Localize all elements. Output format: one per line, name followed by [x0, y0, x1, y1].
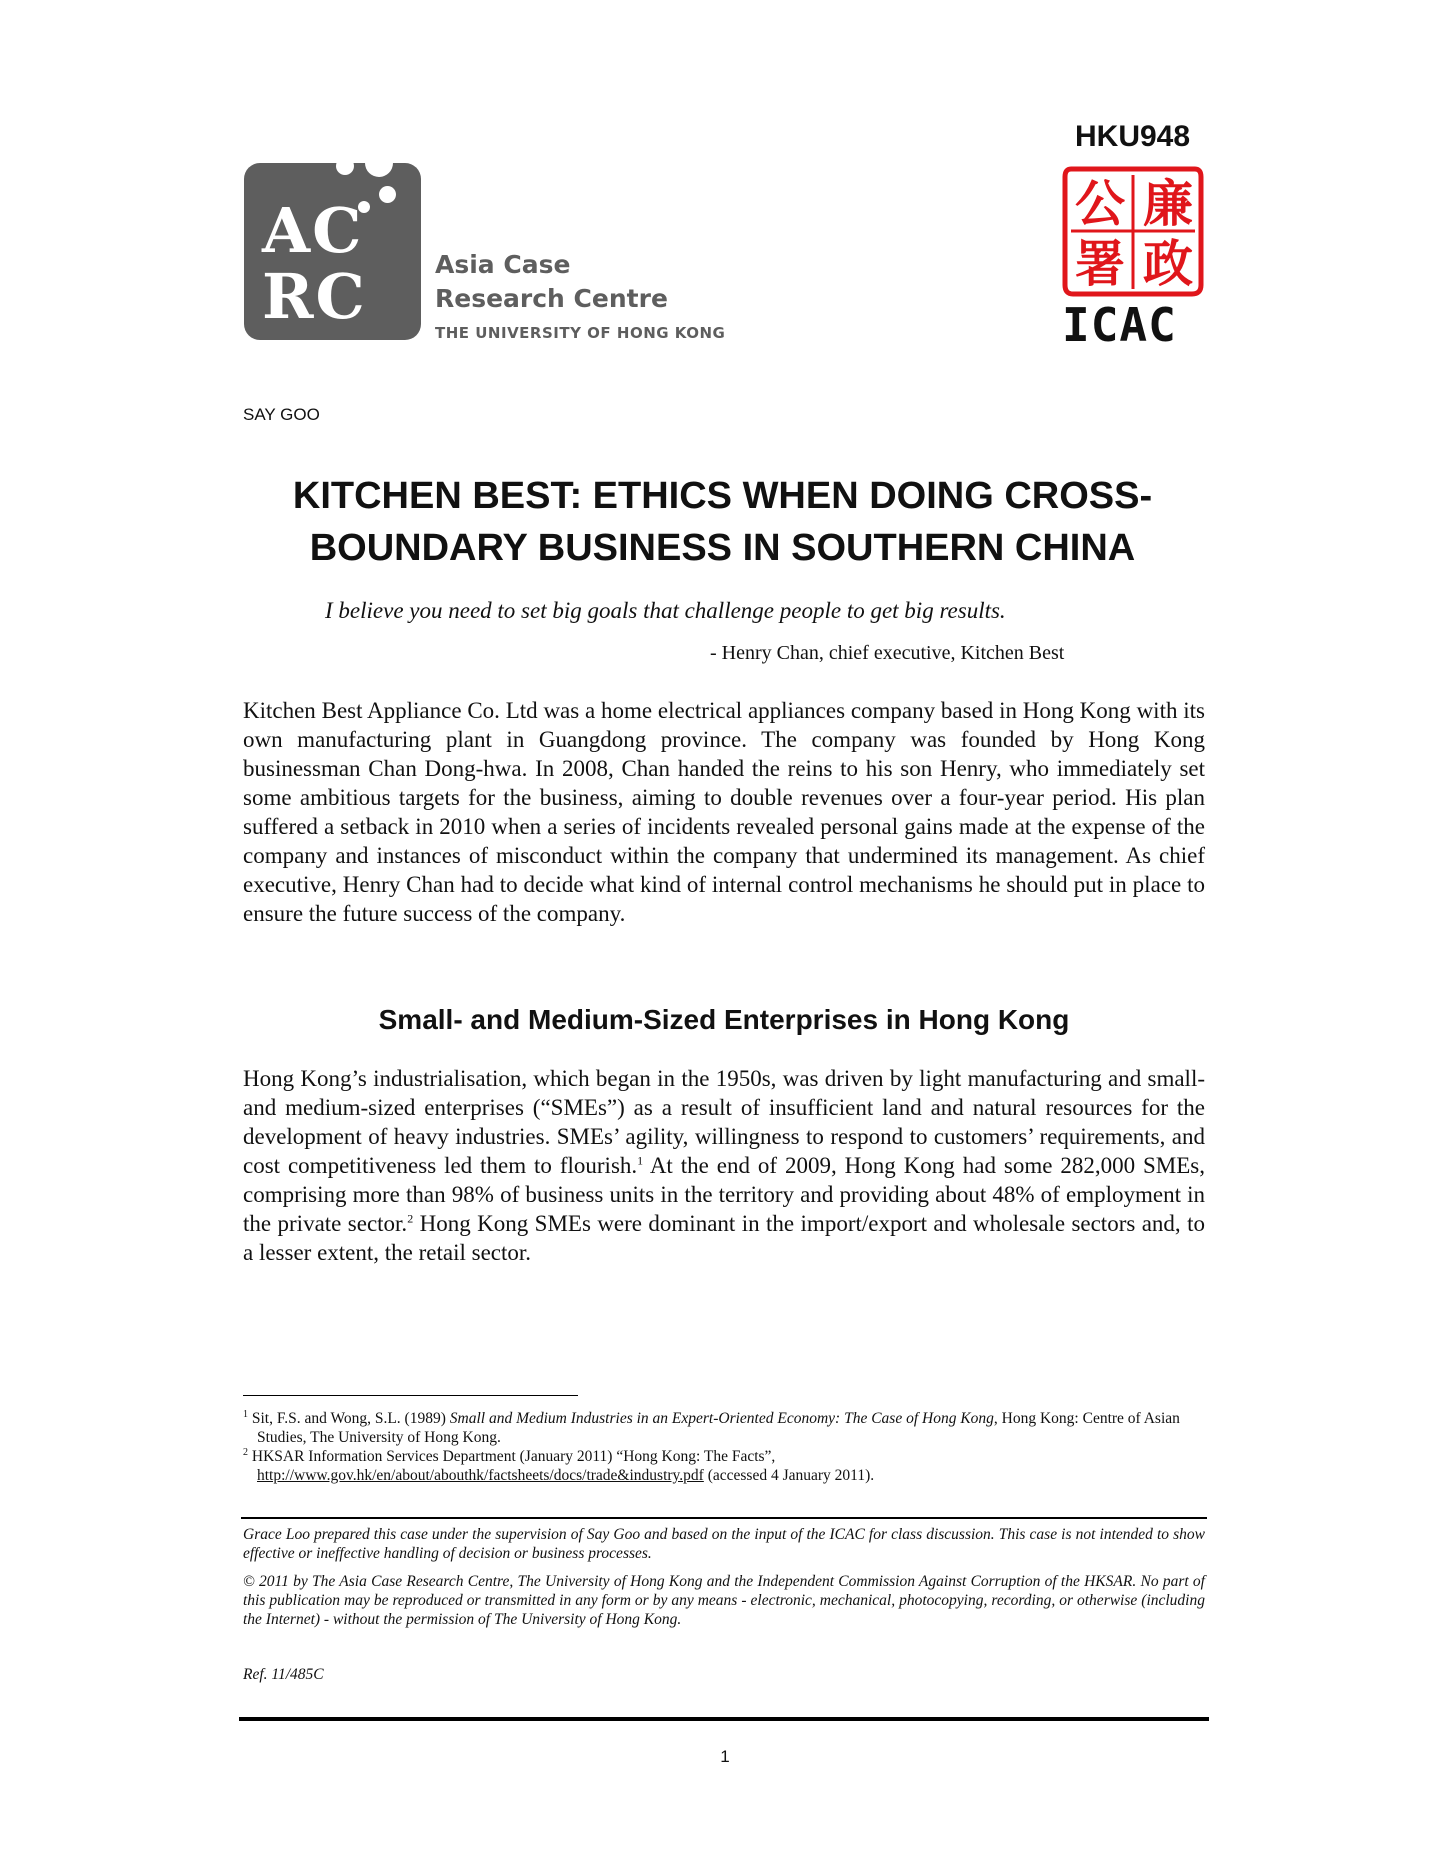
footnote-2-number: 2 [243, 1446, 248, 1458]
acrc-letters-line1: AC [262, 194, 364, 267]
icac-seal-logo [1061, 163, 1205, 300]
footnote-2-text: HKSAR Information Services Department (January 2011) “Hong Kong: The Facts”, [251, 1448, 776, 1465]
footer-divider-bottom [239, 1717, 1209, 1721]
page-number: 1 [720, 1747, 730, 1766]
acrc-name [435, 248, 668, 316]
acrc-name-line2: Research Centre [435, 284, 668, 313]
footnote-1-number: 1 [243, 1408, 248, 1420]
footnote-2-accessed: (accessed 4 January 2011). [703, 1467, 875, 1484]
footnote-ref-2: 2 [407, 1211, 414, 1226]
acrc-letters-line2: RC [262, 260, 367, 333]
copyright-notice: © 2011 by The Asia Case Research Centre, The University of Hong Kong and the Independent Commission Against Corruption of the HKSAR. No part of this publication may be reproduced or transmitted in any form or by any means - electronic, mechanical, photocopying, recording, or otherwise (including the Internet) - without the permission of The University of Hong Kong. [243, 1573, 1205, 1628]
icac-seal-character: 政 [1143, 235, 1193, 293]
sme-paragraph-part3: Hong Kong SMEs were dominant in the import/export and wholesale sectors and, to a lesser extent, the retail sector. [243, 1211, 1205, 1265]
reference-number: Ref. 11/485C [243, 1666, 324, 1683]
footer-divider-top [241, 1517, 1207, 1519]
footnote-divider [243, 1395, 578, 1396]
section-heading: Small- and Medium-Sized Enterprises in Hong Kong [378, 1004, 1070, 1035]
icac-seal-character: 廉 [1143, 175, 1193, 233]
icac-seal-character: 署 [1075, 235, 1125, 293]
acrc-name-line1: Asia Case [435, 250, 571, 279]
sme-paragraph [243, 1064, 1205, 1267]
intro-paragraph: Kitchen Best Appliance Co. Ltd was a home electrical appliances company based in Hong Kong with its own manufacturing plant in Guangdong province. The company was founded by Hong Kong businessman Chan Dong-hwa. In 2008, Chan handed the reins to his son Henry, who immediately set some ambitious targets for the business, aiming to double revenues over a four-year period. His plan suffered a setback in 2010 when a series of incidents revealed personal gains made at the expense of the company and instances of misconduct within the company that undermined its management. As chief executive, Henry Chan had to decide what kind of internal control mechanisms he should put in place to ensure the future success of the company. [243, 698, 1205, 926]
footnote-ref-1: 1 [637, 1153, 644, 1168]
icac-seal-character: 公 [1075, 175, 1125, 233]
footnote-1-publisher: , Hong Kong: Centre of Asian Studies, The University of Hong Kong. [257, 1410, 1180, 1446]
footnote-2 [243, 1447, 1205, 1485]
acrc-university: THE UNIVERSITY OF HONG KONG [435, 324, 726, 342]
footnotes [243, 1409, 1205, 1485]
footnote-2-link[interactable]: http://www.gov.hk/en/about/abouthk/factsheets/docs/trade&industry.pdf [257, 1467, 704, 1484]
acrc-logo-letters [262, 194, 367, 333]
footnote-1 [243, 1409, 1205, 1447]
case-code: HKU948 [1075, 120, 1191, 153]
footnote-1-authors: Sit, F.S. and Wong, S.L. (1989) [251, 1410, 450, 1427]
preparation-note: Grace Loo prepared this case under the supervision of Say Goo and based on the input of the ICAC for class discussion. This case is not intended to show effective or ineffective handling of decision or business processes. [243, 1526, 1205, 1562]
sme-paragraph-part2: At the end of 2009, Hong Kong had some 282,000 SMEs, comprising more than 98% of business units in the territory and providing about 48% of employment in the private sector. [243, 1153, 1206, 1236]
author: SAY GOO [243, 405, 320, 424]
document-title: KITCHEN BEST: ETHICS WHEN DOING CROSS-BOUNDARY BUSINESS IN SOUTHERN CHINA [292, 475, 1153, 569]
sme-paragraph-part1: Hong Kong’s industrialisation, which began in the 1950s, was driven by light manufacturing and small- and medium-sized enterprises (“SMEs”) as a result of insufficient land and natural resources for the development of heavy industries. SMEs’ agility, willingness to respond to customers’ requirements, and cost competitiveness led them to flourish. [243, 1066, 1205, 1178]
epigraph-attribution: - Henry Chan, chief executive, Kitchen Best [710, 642, 1065, 664]
footnote-1-title: Small and Medium Industries in an Expert-Oriented Economy: The Case of Hong Kong [449, 1410, 994, 1427]
icac-label: ICAC [1062, 298, 1177, 352]
epigraph-quote: I believe you need to set big goals that challenge people to get big results. [325, 598, 1006, 623]
